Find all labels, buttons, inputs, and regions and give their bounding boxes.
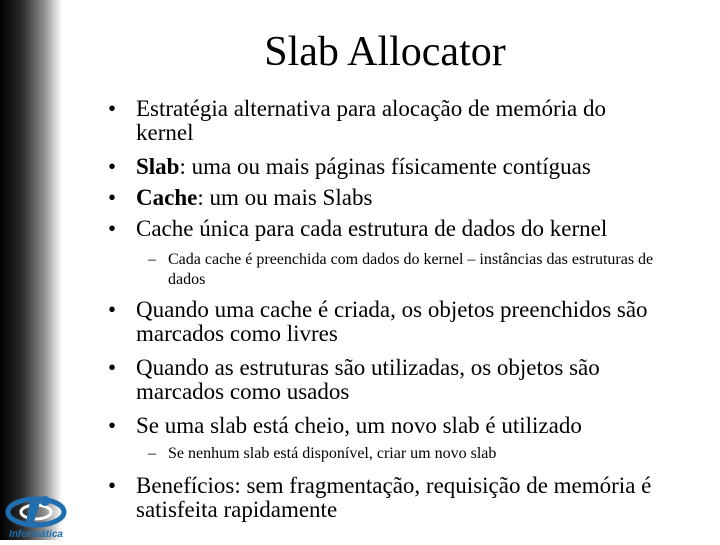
bullet-marker: • (108, 355, 117, 380)
bullet-marker: • (108, 297, 117, 322)
bullet-text: Quando as estruturas são utilizadas, os objetos são marcados como usados (136, 355, 600, 404)
bullet-item-cache-unique (108, 217, 668, 241)
left-gradient-bar (0, 0, 62, 540)
bullet-definition: : um ou mais Slabs (197, 185, 373, 210)
bullet-marker: • (108, 96, 117, 121)
subbullet-marker: – (148, 445, 156, 462)
bullet-marker: • (108, 185, 117, 210)
bullet-item-cache (108, 186, 668, 210)
subbullet-item-cache-filled (148, 250, 668, 290)
term-slab: Slab (136, 154, 180, 179)
bullet-text (136, 155, 668, 179)
bullet-item-strategy (108, 97, 668, 145)
subbullet-text: Se nenhum slab está disponível, criar um novo slab (168, 445, 497, 462)
bullet-item-structures-used (108, 356, 668, 404)
bullet-text (136, 186, 668, 210)
bullet-marker: • (108, 413, 117, 438)
term-cache: Cache (136, 185, 198, 210)
bullet-item-benefits (108, 474, 668, 522)
bullet-marker: • (108, 154, 117, 179)
bullet-item-slab (108, 155, 668, 179)
subbullet-marker: – (148, 251, 156, 268)
bullet-item-slab-full (108, 414, 668, 438)
subbullet-text: Cada cache é preenchida com dados do kernel – instâncias das estruturas de dados (168, 251, 654, 288)
bullet-text: Estratégia alternativa para alocação de memória do kernel (136, 96, 606, 145)
informatica-logo-icon (0, 488, 72, 540)
bullet-text: Se uma slab está cheio, um novo slab é utilizado (136, 413, 582, 438)
bullet-marker: • (108, 473, 117, 498)
bullet-item-cache-created (108, 298, 668, 346)
subbullet-item-no-slab (148, 444, 668, 464)
bullet-marker: • (108, 216, 117, 241)
bullet-text: Benefícios: sem fragmentação, requisição de memória é satisfeita rapidamente (136, 473, 652, 522)
bullet-text: Cache única para cada estrutura de dados do kernel (136, 216, 608, 241)
bullet-definition: : uma ou mais páginas físicamente contíguas (179, 154, 591, 179)
slide-title: Slab Allocator (264, 29, 506, 75)
logo-text: Informática (9, 529, 63, 540)
bullet-text: Quando uma cache é criada, os objetos preenchidos são marcados como livres (136, 297, 648, 346)
